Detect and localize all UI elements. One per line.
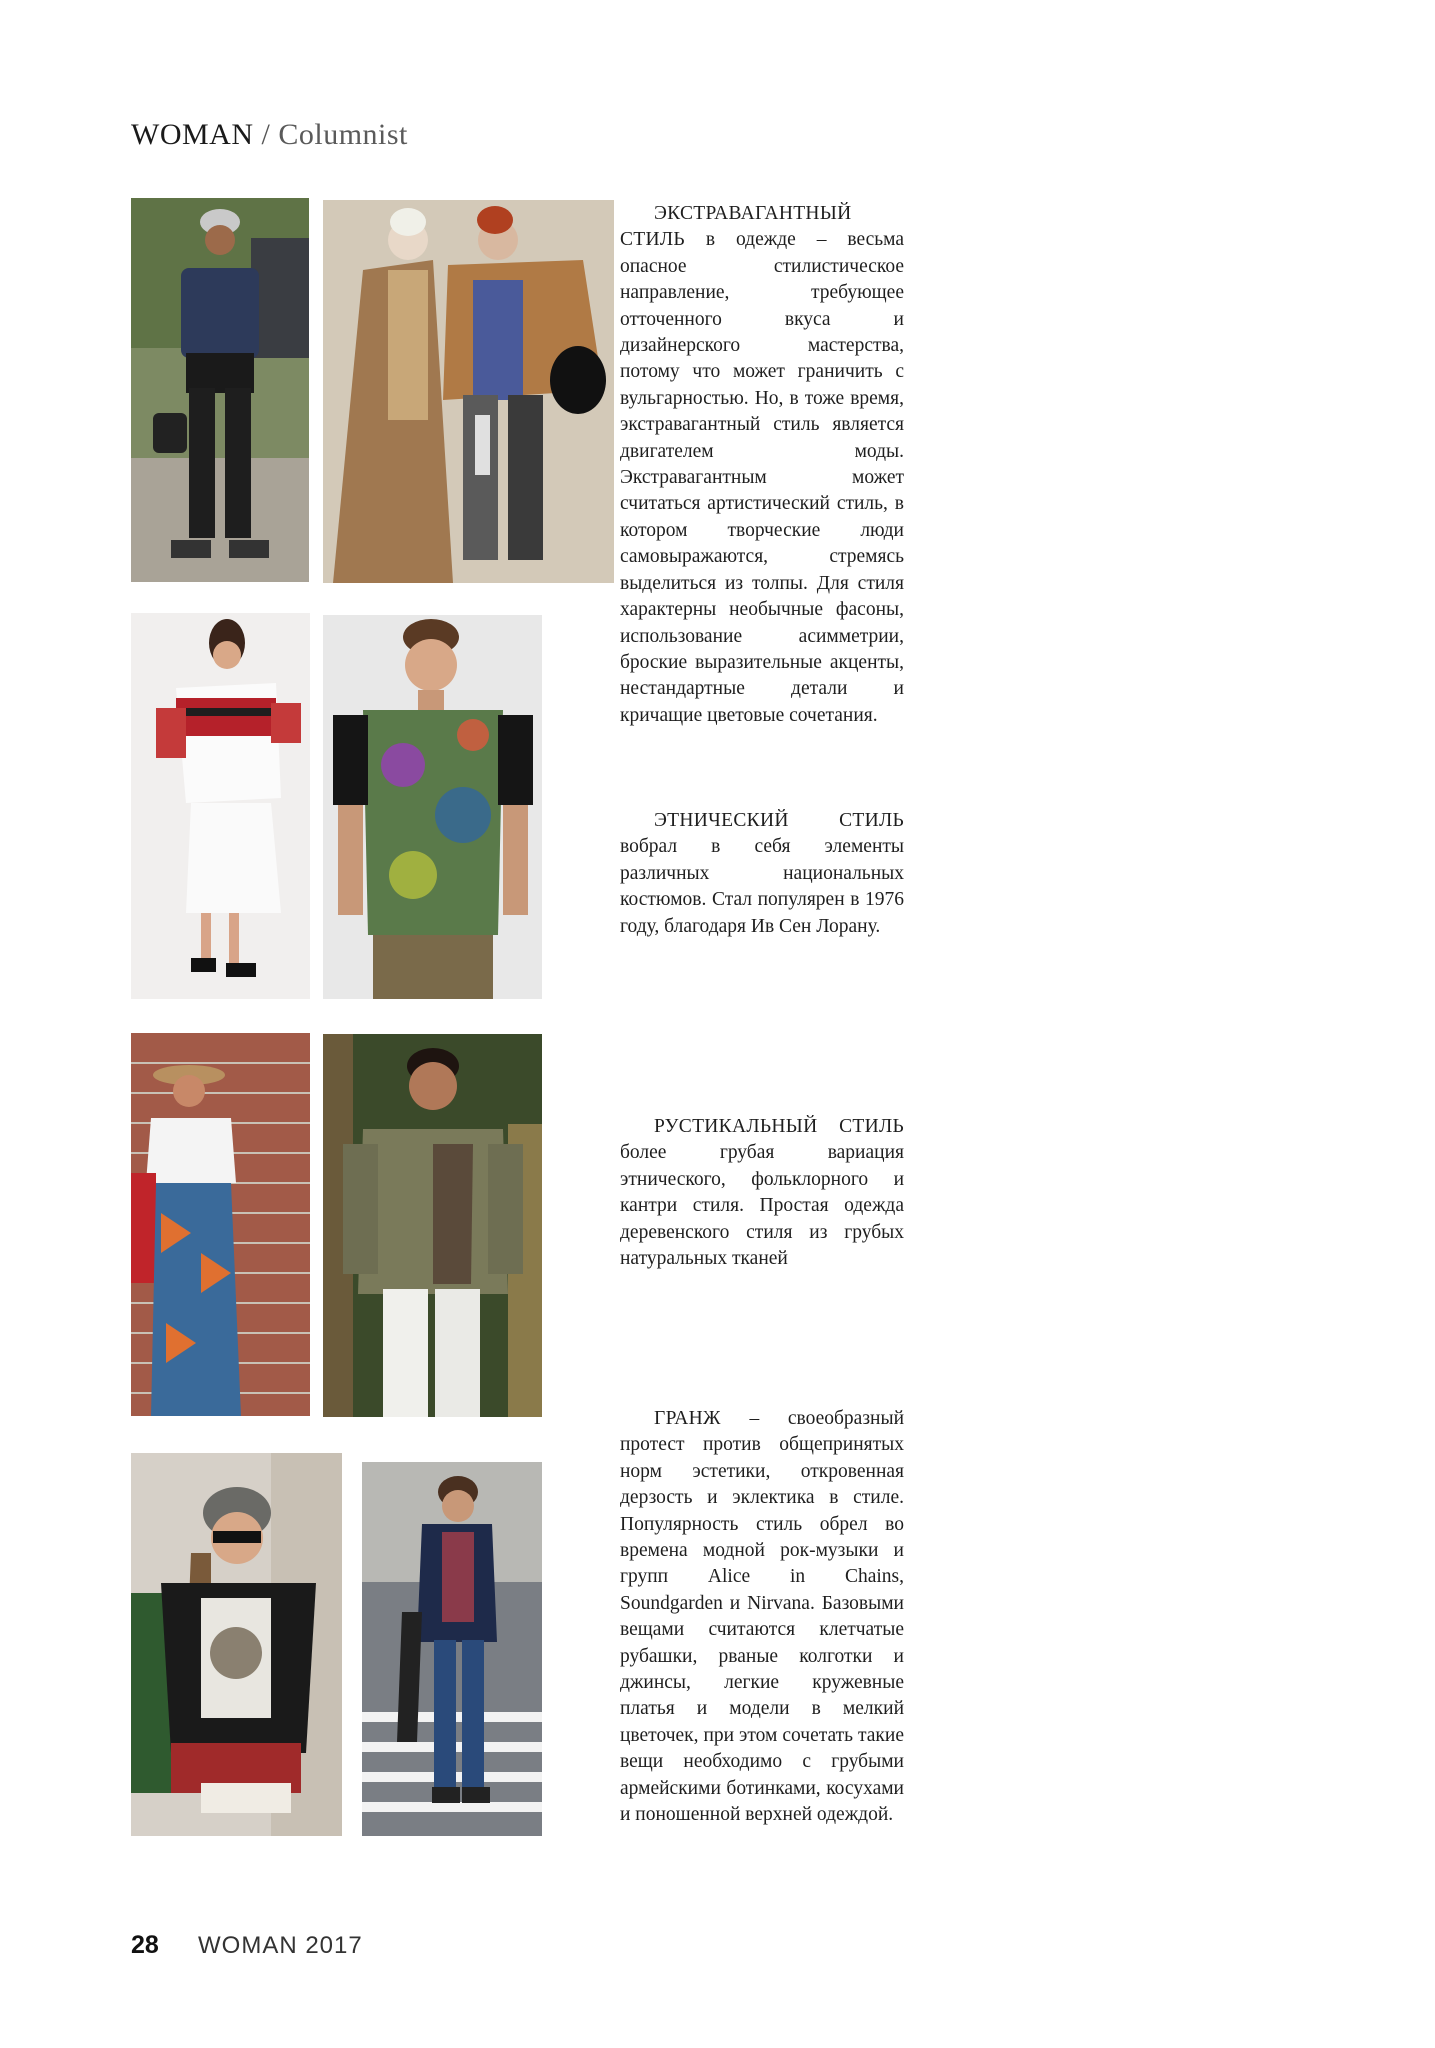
photo-man-knit-jacket bbox=[323, 1034, 542, 1417]
article-extravagant-style bbox=[620, 201, 904, 729]
section-title: WOMAN bbox=[131, 118, 254, 151]
subsection-title: Columnist bbox=[278, 118, 408, 151]
section-header bbox=[131, 118, 408, 152]
heading-rustic: РУСТИКАЛЬНЫЙ СТИЛЬ bbox=[654, 1116, 904, 1137]
article-rustic-style bbox=[620, 1114, 904, 1272]
heading-extravagant: ЭКСТРАВАГАНТНЫЙ СТИЛЬ bbox=[620, 203, 852, 251]
photo-woman-embroidered-blouse bbox=[131, 613, 310, 999]
heading-grunge: ГРАНЖ bbox=[654, 1408, 721, 1429]
page-number: 28 bbox=[131, 1931, 159, 1959]
photo-man-denim-crosswalk bbox=[362, 1462, 542, 1836]
body-grunge: – своеобразный протест против общепринятых норм эстетики, откровенная дерзость и эклектика в стиле. Популярность стиль обрел во времена модной рок-музыки и групп Alice in Chains, Soundgarden и Nirvana. Базовыми вещами считаются клетчатые рубашки, рваные колготки и джинсы, легкие кружевные платья и модели в мелкий цветочек, при этом сочетать такие вещи необходимо с грубыми армейскими ботинками, косухами и поношенной верхней одеждой. bbox=[620, 1408, 904, 1826]
photo-man-patterned-tshirt bbox=[323, 615, 542, 999]
article-grunge-style bbox=[620, 1406, 904, 1829]
body-ethnic: вобрал в себя элементы различных национальных костюмов. Стал популярен в 1976 году, благодаря Ив Сен Лорану. bbox=[620, 836, 904, 937]
body-rustic: более грубая вариация этнического, фольклорного и кантри стиля. Простая одежда деревенского стиля из грубых натуральных тканей bbox=[620, 1142, 904, 1270]
photo-woman-beanie-leather-jacket bbox=[131, 1453, 342, 1836]
photo-woman-maxi-skirt-hat bbox=[131, 1033, 310, 1416]
magazine-issue-title: WOMAN 2017 bbox=[198, 1932, 363, 1959]
photo-two-models-fur-coats bbox=[323, 200, 614, 583]
heading-ethnic: ЭТНИЧЕСКИЙ СТИЛЬ bbox=[654, 810, 904, 831]
article-ethnic-style bbox=[620, 808, 904, 940]
header-separator: / bbox=[261, 118, 271, 151]
body-extravagant: в одежде – весьма опасное стилистическое направление, требующее отточенного вкуса и дизайнерского мастерства, потому что может граничить с вульгарностью. Но, в тоже время, экстравагантный стиль является двигателем моды. Экстравагантным может считаться артистический стиль, в котором творческие люди самовыражаются, стремясь выделиться из толпы. Для стиля характерны необычные фасоны, использование асимметрии, броские выразительные акценты, нестандартные детали и кричащие цветовые сочетания. bbox=[620, 229, 904, 726]
photo-street-man-studded-cap bbox=[131, 198, 309, 582]
